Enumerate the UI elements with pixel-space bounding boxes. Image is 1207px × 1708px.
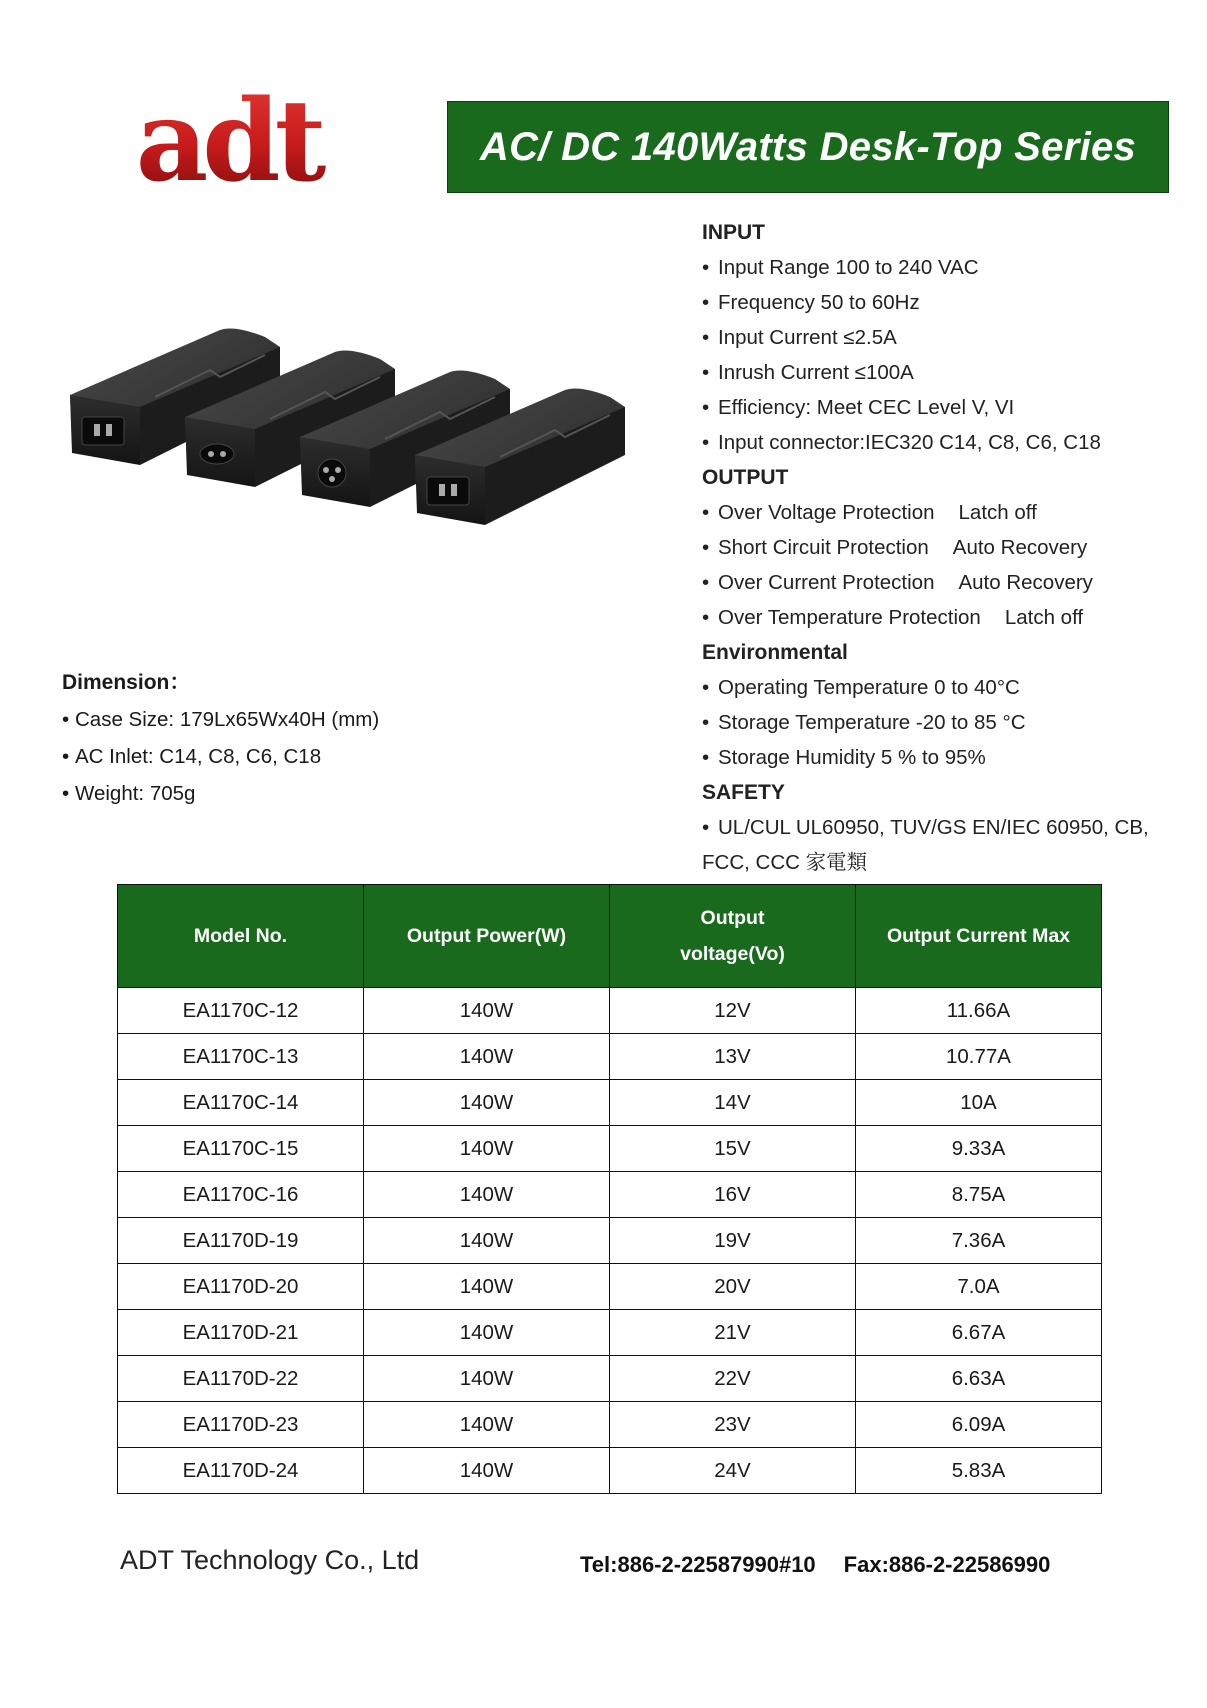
cell-output-voltage: 23V: [610, 1402, 856, 1448]
cell-model-no: EA1170D-19: [118, 1218, 364, 1264]
input-heading: INPUT: [702, 221, 765, 244]
cell-output-power: 140W: [364, 1448, 610, 1494]
input-item: • Input Current ≤2.5A: [702, 326, 897, 349]
cell-model-no: EA1170D-24: [118, 1448, 364, 1494]
input-item-text: Input connector:IEC320 C14, C8, C6, C18: [718, 431, 1101, 454]
dimension-item: • AC Inlet: C14, C8, C6, C18: [62, 745, 322, 768]
output-item: • Short Circuit Protection Auto Recovery: [702, 536, 1088, 559]
table-row: [118, 1126, 1102, 1172]
cell-output-power: 140W: [364, 1034, 610, 1080]
cell-output-voltage: 19V: [610, 1218, 856, 1264]
table-row: [118, 1310, 1102, 1356]
table-row: [118, 1448, 1102, 1494]
header-output-voltage: [610, 885, 856, 988]
safety-item: • UL/CUL UL60950, TUV/GS EN/IEC 60950, CB, FCC, CCC 家電類: [702, 816, 1149, 874]
cell-model-no: EA1170D-20: [118, 1264, 364, 1310]
dimension-heading: Dimension：: [62, 671, 191, 694]
environmental-item: • Storage Humidity 5 % to 95%: [702, 746, 986, 769]
cell-output-voltage: 22V: [610, 1356, 856, 1402]
input-item: • Frequency 50 to 60Hz: [702, 291, 920, 314]
cell-model-no: EA1170C-14: [118, 1080, 364, 1126]
dimension-block: [62, 664, 482, 812]
table-row: [118, 1034, 1102, 1080]
environmental-item-text: Operating Temperature 0 to 40°C: [718, 676, 1020, 699]
output-item: • Over Temperature Protection Latch off: [702, 606, 1084, 629]
output-item: • Over Current Protection Auto Recovery: [702, 571, 1093, 594]
cell-output-voltage: 15V: [610, 1126, 856, 1172]
cell-model-no: EA1170C-12: [118, 988, 364, 1034]
cell-output-voltage: 24V: [610, 1448, 856, 1494]
header-model-no: Model No.: [118, 885, 364, 988]
dimension-item-text: AC Inlet: C14, C8, C6, C18: [75, 745, 322, 768]
output-item: • Over Voltage Protection Latch off: [702, 501, 1037, 524]
cell-output-current: 6.63A: [856, 1356, 1102, 1402]
cell-model-no: EA1170C-13: [118, 1034, 364, 1080]
dimension-item: • Case Size: 179Lx65Wx40H (mm): [62, 708, 380, 731]
cell-model-no: EA1170C-15: [118, 1126, 364, 1172]
adapters-illustration: [60, 325, 660, 575]
cell-output-current: 7.0A: [856, 1264, 1102, 1310]
cell-output-voltage: 13V: [610, 1034, 856, 1080]
cell-output-voltage: 16V: [610, 1172, 856, 1218]
cell-output-current: 11.66A: [856, 988, 1102, 1034]
cell-output-voltage: 12V: [610, 988, 856, 1034]
cell-output-current: 9.33A: [856, 1126, 1102, 1172]
table-row: [118, 1172, 1102, 1218]
cell-model-no: EA1170C-16: [118, 1172, 364, 1218]
cell-output-current: 10.77A: [856, 1034, 1102, 1080]
dimension-item-text: Case Size: 179Lx65Wx40H (mm): [75, 708, 380, 731]
output-item-label: Short Circuit Protection: [718, 536, 929, 559]
safety-heading: SAFETY: [702, 781, 785, 804]
cell-output-voltage: 21V: [610, 1310, 856, 1356]
dimension-item-text: Weight: 705g: [75, 782, 196, 805]
output-heading: OUTPUT: [702, 466, 789, 489]
input-item: • Input connector:IEC320 C14, C8, C6, C18: [702, 431, 1101, 454]
output-item-label: Over Current Protection: [718, 571, 935, 594]
product-image: [60, 325, 660, 575]
specs-column: [702, 215, 1202, 880]
output-item-value: Latch off: [958, 501, 1037, 524]
input-item: • Efficiency: Meet CEC Level V, VI: [702, 396, 1015, 419]
footer-tel: Tel:886-2-22587990#10: [580, 1552, 816, 1577]
environmental-item: • Storage Temperature -20 to 85 °C: [702, 711, 1026, 734]
header-output-voltage-line2: voltage(Vo): [680, 943, 785, 965]
input-item: • Input Range 100 to 240 VAC: [702, 256, 979, 279]
table-body: [118, 988, 1102, 1494]
header-output-power: Output Power(W): [364, 885, 610, 988]
cell-model-no: EA1170D-23: [118, 1402, 364, 1448]
footer-contact: [580, 1552, 1050, 1578]
cell-output-power: 140W: [364, 1218, 610, 1264]
output-item-label: Over Temperature Protection: [718, 606, 981, 629]
model-table: [117, 884, 1102, 1494]
footer-company: ADT Technology Co., Ltd: [120, 1545, 420, 1575]
table-row: [118, 1264, 1102, 1310]
cell-output-current: 6.09A: [856, 1402, 1102, 1448]
cell-output-power: 140W: [364, 988, 610, 1034]
cell-model-no: EA1170D-21: [118, 1310, 364, 1356]
cell-output-current: 8.75A: [856, 1172, 1102, 1218]
cell-output-current: 5.83A: [856, 1448, 1102, 1494]
output-item-label: Over Voltage Protection: [718, 501, 935, 524]
adt-logo: [110, 88, 350, 198]
output-item-value: Auto Recovery: [952, 536, 1088, 559]
cell-output-current: 10A: [856, 1080, 1102, 1126]
cell-output-current: 7.36A: [856, 1218, 1102, 1264]
header-output-current: Output Current Max: [856, 885, 1102, 988]
cell-output-power: 140W: [364, 1356, 610, 1402]
cell-output-voltage: 20V: [610, 1264, 856, 1310]
environmental-item-text: Storage Humidity 5 % to 95%: [718, 746, 986, 769]
adt-logo-graphic: [110, 88, 350, 198]
svg-text:adt: adt: [135, 88, 321, 198]
cell-output-voltage: 14V: [610, 1080, 856, 1126]
cell-output-current: 6.67A: [856, 1310, 1102, 1356]
environmental-item-text: Storage Temperature -20 to 85 °C: [718, 711, 1026, 734]
table-row: [118, 1218, 1102, 1264]
output-item-value: Latch off: [1004, 606, 1084, 629]
cell-output-power: 140W: [364, 1126, 610, 1172]
table-row: [118, 1402, 1102, 1448]
dimension-item: • Weight: 705g: [62, 782, 196, 805]
cell-model-no: EA1170D-22: [118, 1356, 364, 1402]
cell-output-power: 140W: [364, 1402, 610, 1448]
input-item-text: Efficiency: Meet CEC Level V, VI: [718, 396, 1015, 419]
table-row: [118, 1080, 1102, 1126]
cell-output-power: 140W: [364, 1080, 610, 1126]
input-item: • Inrush Current ≤100A: [702, 361, 914, 384]
cell-output-power: 140W: [364, 1172, 610, 1218]
table-row: [118, 1356, 1102, 1402]
safety-item-text: UL/CUL UL60950, TUV/GS EN/IEC 60950, CB, FCC, CCC 家電類: [702, 816, 1149, 874]
output-item-value: Auto Recovery: [958, 571, 1093, 594]
input-item-text: Inrush Current ≤100A: [718, 361, 914, 384]
input-item-text: Frequency 50 to 60Hz: [718, 291, 920, 314]
environmental-item: • Operating Temperature 0 to 40°C: [702, 676, 1020, 699]
table-header-row: [118, 885, 1102, 988]
footer-fax: Fax:886-2-22586990: [843, 1552, 1051, 1577]
title-banner: [447, 101, 1169, 193]
page-title: AC/ DC 140Watts Desk-Top Series: [479, 124, 1137, 169]
cell-output-power: 140W: [364, 1264, 610, 1310]
cell-output-power: 140W: [364, 1310, 610, 1356]
header-output-voltage-line1: Output: [700, 907, 765, 929]
table-row: [118, 988, 1102, 1034]
environmental-heading: Environmental: [702, 641, 848, 664]
input-item-text: Input Current ≤2.5A: [718, 326, 897, 349]
input-item-text: Input Range 100 to 240 VAC: [718, 256, 979, 279]
